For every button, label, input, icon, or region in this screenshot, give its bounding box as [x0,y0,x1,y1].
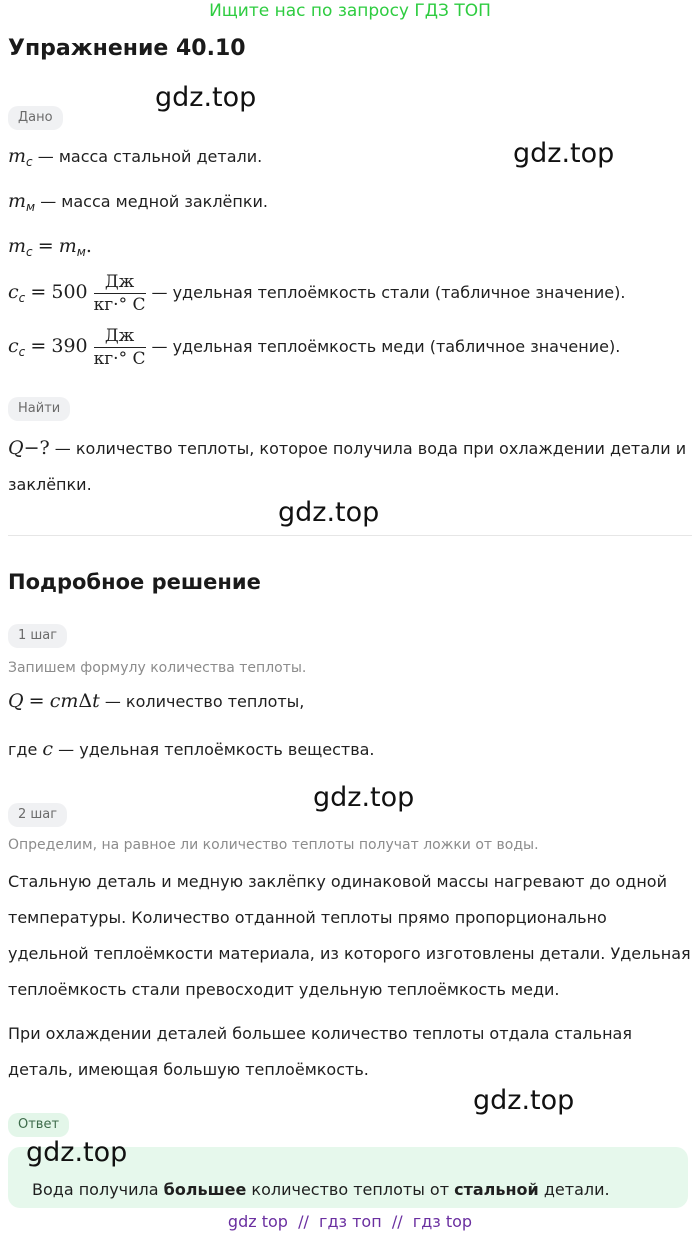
footer-links[interactable]: gdz top // гдз топ // гдз top [227,1212,473,1231]
watermark: gdz.top [155,82,257,113]
given-c-copper: $c_c = 390$ $\frac{Дж}{кг\cdot^\circ С}$ — удельная теплоёмкость меди (табличное значение). [8,326,621,369]
find-text: Q−? — количество теплоты, которое получила вода при охлаждении детали и заклёпки. [8,437,687,494]
find-label: Найти [8,397,70,421]
given-c-steel: $c_c = 500$ $\frac{Дж}{кг\cdot^\circ С}$ — удельная теплоёмкость стали (табличное значение). [8,272,626,315]
exercise-title: Упражнение 40.10 [8,36,246,61]
step1-hint: Запишем формулу количества теплоты. [8,660,307,676]
answer-label: Ответ [8,1113,69,1137]
unit-fraction: $\frac{Дж}{кг\cdot^\circ С}$ [93,272,146,315]
watermark: gdz.top [26,1137,128,1168]
step2-paragraph-2: При охлаждении деталей большее количество теплоты отдала стальная деталь, имеющая большую теплоёмкость. [8,1024,632,1079]
given-mass-equality: $m_c = m_м$. [8,235,92,259]
step1-formula: Q = cmΔt — количество теплоты, [8,690,305,712]
answer-text: Вода получила большее количество теплоты от стальной детали. [32,1180,610,1199]
watermark: gdz.top [313,782,415,813]
step2-hint: Определим, на равное ли количество теплоты получат ложки от воды. [8,837,539,853]
unit-fraction: $\frac{Дж}{кг\cdot^\circ С}$ [93,326,146,369]
search-hint-link[interactable]: Ищите нас по запросу ГДЗ ТОП [209,1,491,21]
watermark: gdz.top [473,1085,575,1116]
given-m-copper: $m_м$ — масса медной заклёпки. [8,190,268,214]
solution-title: Подробное решение [8,570,261,594]
step1-where: где c — удельная теплоёмкость вещества. [8,738,375,760]
step2-paragraph-1: Стальную деталь и медную заклёпку одинаковой массы нагревают до одной температуры. Количество отданной теплоты прямо пропорционально удельной теплоёмкости материала, из которого изготовлены детали. Удельная теплоёмкость стали превосходит удельную теплоёмкость меди. [8,872,691,999]
watermark: gdz.top [513,138,615,169]
given-label: Дано [8,106,63,130]
step2-label: 2 шаг [8,803,67,827]
watermark: gdz.top [278,497,380,528]
step1-label: 1 шаг [8,624,67,648]
divider [8,535,692,536]
given-m-steel: $m_c$ — масса стальной детали. [8,145,263,169]
